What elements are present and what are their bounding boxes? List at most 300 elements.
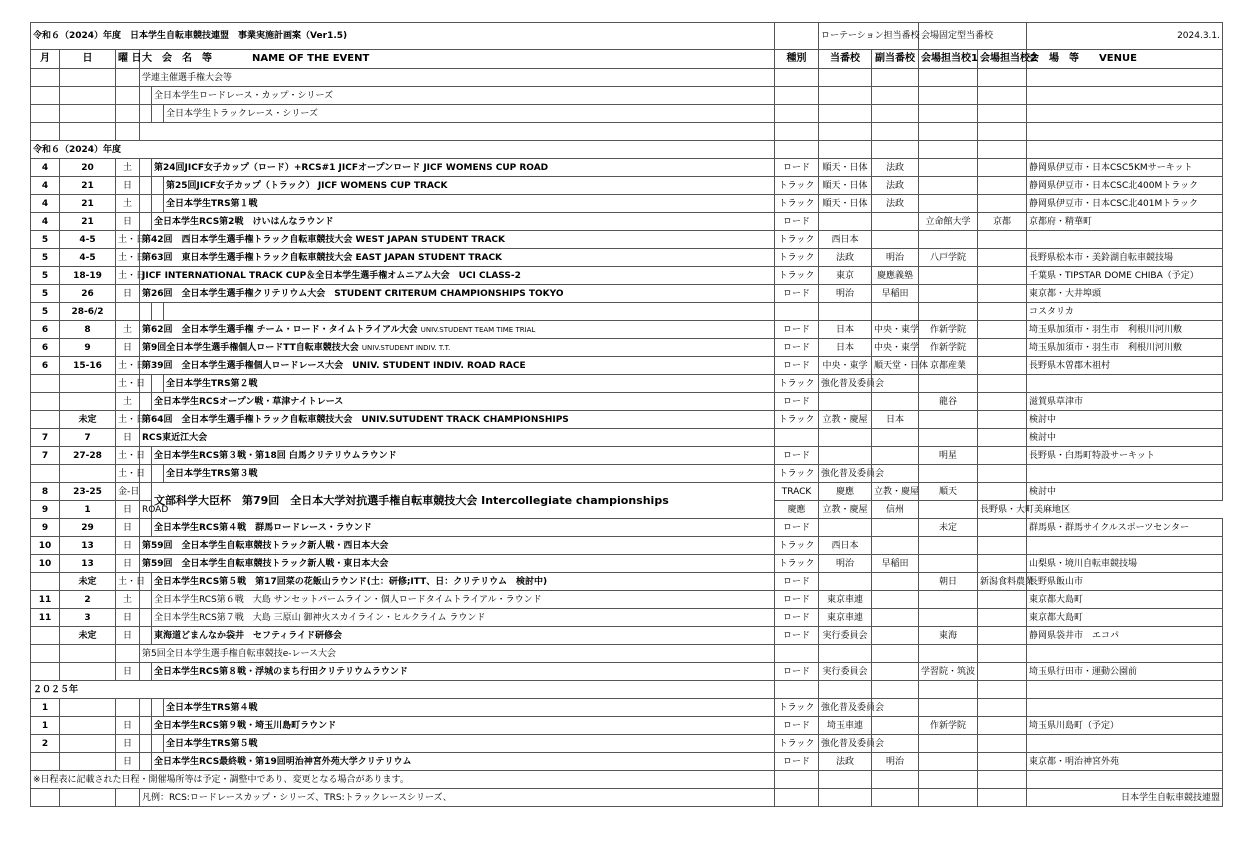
event-venue: 静岡県伊豆市・日本CSC北400Mトラック [1027, 177, 1223, 195]
event-day: 7 [60, 429, 116, 447]
event-name [152, 627, 775, 645]
event-name-text: 第9回全日本学生選手権個人ロードTT自転車競技大会 [142, 342, 359, 353]
event-venue-school2 [978, 357, 1027, 375]
indent-cell [140, 627, 152, 645]
indent-cell [140, 159, 152, 177]
event-row [31, 717, 1223, 735]
event-name-text: 全日本学生RCS第３戦・第18回 白馬クリテリウムラウンド [154, 450, 397, 461]
indent-cell [140, 753, 152, 771]
event-row [31, 447, 1223, 465]
event-type: トラック [775, 249, 819, 267]
event-day: 4-5 [60, 249, 116, 267]
event-name-text: 第5回全日本学生選手権自転車競技e-レース大会 [142, 648, 337, 659]
event-weekday: 日 [116, 285, 140, 303]
event-type: トラック [775, 267, 819, 285]
event-day: 未定 [60, 573, 116, 591]
event-vice-host: 明治 [872, 249, 919, 267]
event-host [819, 213, 872, 231]
event-venue-school1: 東海 [919, 627, 978, 645]
events-2025 [31, 699, 1223, 771]
event-row [31, 573, 1223, 591]
event-type [775, 429, 819, 447]
event-day: 2 [60, 591, 116, 609]
event-row [31, 645, 1223, 663]
event-name-text: 全日本学生RCS最終戦・第19回明治神宮外苑大学クリテリウム [154, 756, 412, 767]
event-name-text: 全日本学生TRS第１戦 [166, 198, 258, 209]
legend-row [31, 105, 1223, 123]
event-venue: 山梨県・境川自転車競技場 [1027, 555, 1223, 573]
event-weekday: 土・日 [116, 447, 140, 465]
indent-cell [152, 177, 164, 195]
event-name-english: UNIV.STUDENT INDIV. T.T. [361, 343, 451, 352]
event-host: 東京車連 [819, 591, 872, 609]
event-venue-school2: 京都 [978, 213, 1027, 231]
event-host [819, 303, 872, 321]
event-row [31, 231, 1223, 249]
event-weekday: 日 [116, 717, 140, 735]
event-vice-host [872, 429, 919, 447]
event-venue: 長野県木曽郡木祖村 [1027, 357, 1223, 375]
event-day: 13 [60, 555, 116, 573]
event-row [31, 303, 1223, 321]
event-venue-school1 [919, 591, 978, 609]
event-venue [1027, 465, 1223, 483]
event-name-text: RCS東近江大会 [142, 432, 208, 443]
event-venue-school1: 朝日 [919, 573, 978, 591]
event-day: 1 [60, 501, 116, 519]
event-vice-host: 法政 [872, 195, 919, 213]
event-vice-host: 中央・東学 [872, 339, 919, 357]
page-title: 令和６（2024）年度 日本学生自転車競技連盟 事業実施計画案（Ver1.5) [31, 23, 775, 50]
event-venue-school1 [919, 645, 978, 663]
event-type: トラック [775, 195, 819, 213]
event-host: 法政 [819, 753, 872, 771]
event-venue: 群馬県・群馬サイクルスポーツセンター [1027, 519, 1223, 537]
event-type [775, 645, 819, 663]
event-row [31, 519, 1223, 537]
event-venue-school2 [978, 699, 1027, 717]
event-vice-host: 早稲田 [872, 285, 919, 303]
event-day: 15-16 [60, 357, 116, 375]
event-weekday: 日 [116, 339, 140, 357]
indent-cell [140, 213, 152, 231]
event-weekday: 日 [116, 663, 140, 681]
event-type: ロード [775, 393, 819, 411]
event-row [31, 483, 1223, 501]
event-host: 明治 [819, 555, 872, 573]
event-venue-school2 [978, 375, 1027, 393]
event-type: ロード [775, 609, 819, 627]
event-weekday: 日 [116, 753, 140, 771]
event-month: 6 [31, 339, 60, 357]
event-weekday: 土 [116, 159, 140, 177]
event-venue-school2 [978, 429, 1027, 447]
event-name [140, 231, 775, 249]
event-vice-host [872, 627, 919, 645]
event-venue-school1 [919, 753, 978, 771]
event-weekday: 日 [116, 609, 140, 627]
event-day: 21 [60, 213, 116, 231]
event-host: 強化普及委員会 [819, 375, 872, 393]
event-type: ロード [775, 663, 819, 681]
event-type [775, 303, 819, 321]
event-weekday: 日 [116, 627, 140, 645]
indent-cell [140, 483, 152, 501]
event-venue-school2 [978, 177, 1027, 195]
event-name [164, 375, 775, 393]
event-month: 4 [31, 195, 60, 213]
event-row [31, 465, 1223, 483]
event-name-english: UNIV.STUDENT TEAM TIME TRIAL [420, 325, 536, 334]
event-day: 29 [60, 519, 116, 537]
event-month [31, 573, 60, 591]
event-venue-school2 [978, 195, 1027, 213]
event-venue: 京都府・精華町 [1027, 213, 1223, 231]
event-type: ロード [775, 321, 819, 339]
event-month: 1 [31, 699, 60, 717]
event-type: ロード [775, 591, 819, 609]
event-name [140, 249, 775, 267]
event-day: 9 [60, 339, 116, 357]
event-vice-host: 早稲田 [872, 555, 919, 573]
event-venue-school2 [978, 627, 1027, 645]
event-row [31, 195, 1223, 213]
event-day [60, 645, 116, 663]
event-weekday: 土 [116, 591, 140, 609]
event-month: 7 [31, 447, 60, 465]
event-weekday: 土 [116, 393, 140, 411]
event-venue-school2 [978, 285, 1027, 303]
event-name [152, 519, 775, 537]
event-venue-school1 [919, 285, 978, 303]
event-host: 日本 [819, 339, 872, 357]
indent-cell [152, 465, 164, 483]
event-weekday: 土・日 [116, 375, 140, 393]
event-venue-school2 [978, 663, 1027, 681]
event-venue: 検討中 [1027, 429, 1223, 447]
event-month [31, 645, 60, 663]
event-month [31, 465, 60, 483]
event-day: 4-5 [60, 231, 116, 249]
legend-level1: 学連主催選手権大会等 [140, 69, 775, 87]
event-venue-school1 [919, 609, 978, 627]
event-name [140, 555, 775, 573]
event-row [31, 321, 1223, 339]
indent-cell [152, 375, 164, 393]
event-venue-school2 [978, 483, 1027, 501]
event-venue-school2 [978, 393, 1027, 411]
event-venue-school2 [978, 609, 1027, 627]
event-venue-school2 [919, 501, 978, 519]
event-host: 西日本 [819, 537, 872, 555]
event-name-text: 全日本学生TRS第５戦 [166, 738, 258, 749]
event-venue: 長野県飯山市 [1027, 573, 1223, 591]
event-name-text: 第62回 全日本学生選手権 チーム・ロード・タイムトライアル大会 [142, 324, 418, 335]
event-day: 18-19 [60, 267, 116, 285]
event-month: 11 [31, 591, 60, 609]
event-name [140, 267, 775, 285]
event-row [31, 375, 1223, 393]
event-name [152, 663, 775, 681]
event-vice-host [872, 663, 919, 681]
event-venue-school1: 八戸学院 [919, 249, 978, 267]
event-month: 10 [31, 555, 60, 573]
event-row [31, 267, 1223, 285]
event-month: 9 [31, 501, 60, 519]
indent-cell [140, 177, 152, 195]
year-2025-heading: ２０２５年 [31, 681, 775, 699]
event-vice-host: 順天堂・日体 [872, 357, 919, 375]
event-name-text: 第59回 全日本学生自転車競技トラック新人戦・西日本大会 [142, 540, 389, 551]
event-row [31, 627, 1223, 645]
event-venue-school1 [919, 555, 978, 573]
event-host: 順天・日体 [819, 159, 872, 177]
event-name-text: 全日本学生RCS第８戦・浮城のまち行田クリテリウムラウンド [154, 666, 408, 677]
event-venue: 東京都・明治神宮外苑 [1027, 753, 1223, 771]
event-weekday [116, 645, 140, 663]
event-vice-host: 慶應義塾 [872, 267, 919, 285]
event-type: トラック [775, 411, 819, 429]
event-name [140, 411, 775, 429]
event-type: ロード [775, 357, 819, 375]
footnote: ※日程表に記載された日程・開催場所等は予定・調整中であり、変更となる場合があります。 [31, 771, 775, 789]
event-name-text: 第26回 全日本学生選手権クリテリウム大会 STUDENT CRITERUM CHAMPIONSHIPS TOKYO [142, 288, 564, 299]
event-venue: 埼玉県川島町（予定） [1027, 717, 1223, 735]
event-row [31, 159, 1223, 177]
event-name [140, 429, 775, 447]
event-venue-school1 [919, 735, 978, 753]
header-row [31, 50, 1223, 69]
event-host: 強化普及委員会 [819, 699, 872, 717]
event-venue: 長野県松本市・美鈴湖自転車競技場 [1027, 249, 1223, 267]
document-date: 2024.3.1. [1027, 23, 1223, 50]
event-month: 4 [31, 177, 60, 195]
event-day [60, 375, 116, 393]
event-venue-school1: 立命館大学 [919, 213, 978, 231]
event-host [819, 447, 872, 465]
event-day [60, 735, 116, 753]
event-month [31, 393, 60, 411]
event-name-text: 全日本学生RCS第９戦・埼玉川島町ラウンド [154, 720, 337, 731]
event-venue: 静岡県伊豆市・日本CSC5KMサーキット [1027, 159, 1223, 177]
event-type: ロード [775, 285, 819, 303]
event-weekday: 土・日 [116, 465, 140, 483]
event-venue-school2 [978, 555, 1027, 573]
event-month: 7 [31, 429, 60, 447]
event-vice-host: 立教・慶屋 [819, 501, 872, 519]
event-row [31, 429, 1223, 447]
schedule-table [30, 22, 1223, 807]
event-host: 実行委員会 [819, 663, 872, 681]
event-venue-school2 [978, 303, 1027, 321]
event-venue-school2 [978, 159, 1027, 177]
event-row [31, 177, 1223, 195]
event-venue-school2 [978, 267, 1027, 285]
event-name-text: 第42回 西日本学生選手権トラック自転車競技大会 WEST JAPAN STUDENT TRACK [142, 234, 505, 245]
event-name-text: 文部科学大臣杯 第79回 全日本大学対抗選手権自転車競技大会 Intercollegiate championships [154, 493, 669, 507]
event-name-text: 全日本学生RCSオープン戦・草津ナイトレース [154, 396, 344, 407]
event-weekday: 土・日 [116, 573, 140, 591]
event-weekday: 金-日 [116, 483, 140, 501]
event-month: 5 [31, 303, 60, 321]
event-name [140, 537, 775, 555]
event-day [60, 465, 116, 483]
indent-cell [140, 735, 152, 753]
year-row [31, 681, 1223, 699]
events-2024 [31, 159, 1223, 681]
event-weekday [116, 303, 140, 321]
event-month: 2 [31, 735, 60, 753]
event-vice-host [872, 447, 919, 465]
event-venue-school1: 順天 [919, 483, 978, 501]
event-row [31, 609, 1223, 627]
event-venue-school1 [919, 195, 978, 213]
event-venue-school2 [978, 321, 1027, 339]
event-weekday: 日 [116, 501, 140, 519]
indent-cell [140, 699, 152, 717]
event-venue-school1 [919, 411, 978, 429]
event-month: 6 [31, 321, 60, 339]
year-2024-heading: 令和６（2024）年度 [31, 141, 775, 159]
event-vice-host [872, 393, 919, 411]
event-venue: コスタリカ [1027, 303, 1223, 321]
event-vice-host [872, 213, 919, 231]
event-venue: 千葉県・TIPSTAR DOME CHIBA（予定） [1027, 267, 1223, 285]
event-month: 5 [31, 285, 60, 303]
event-day: 未定 [60, 411, 116, 429]
legend-level3: 全日本学生トラックレース・シリーズ [164, 105, 775, 123]
event-venue-school2 [978, 591, 1027, 609]
event-venue-school1: 作新学院 [919, 339, 978, 357]
event-month: 6 [31, 357, 60, 375]
event-weekday: 土・日 [116, 357, 140, 375]
event-host: 順天・日体 [819, 195, 872, 213]
event-name-text: 第24回JICF女子カップ（ロード）+RCS#1 JICFオープンロード JICF WOMENS CUP ROAD [154, 162, 549, 173]
event-month: 4 [31, 159, 60, 177]
event-vice-host: 中央・東学 [872, 321, 919, 339]
event-name [164, 699, 775, 717]
event-weekday: 日 [116, 735, 140, 753]
event-venue-school2 [978, 465, 1027, 483]
event-name-text: 全日本学生RCS第７戦 大島 三原山 御神火スカイライン・ヒルクライム ラウンド [154, 612, 486, 623]
event-host: 順天・日体 [819, 177, 872, 195]
event-month: 5 [31, 231, 60, 249]
event-type: ロード [775, 339, 819, 357]
event-day: 21 [60, 195, 116, 213]
event-name-text: 第59回 全日本学生自転車競技トラック新人戦・東日本大会 [142, 558, 389, 569]
event-row [31, 753, 1223, 771]
event-host: 法政 [819, 249, 872, 267]
event-name-text: 第64回 全日本学生選手権トラック自転車競技大会 UNIV.SUTUDENT TRACK CHAMPIONSHIPS [142, 414, 569, 425]
event-type: トラック [775, 537, 819, 555]
event-host [819, 429, 872, 447]
event-name [152, 591, 775, 609]
event-month: 8 [31, 483, 60, 501]
event-host: 東京車連 [819, 609, 872, 627]
event-name [152, 573, 775, 591]
event-venue-school1: 学習院・筑波 [919, 663, 978, 681]
fixed-host-label: 会場固定型当番校 [919, 23, 1027, 50]
event-venue: 長野県・大町美麻地区 [978, 501, 1027, 519]
event-venue-school2 [978, 249, 1027, 267]
event-type: トラック [775, 699, 819, 717]
event-type: ロード [775, 753, 819, 771]
event-vice-host [872, 645, 919, 663]
event-name-text: 全日本学生TRS第２戦 [166, 378, 258, 389]
event-vice-host [872, 519, 919, 537]
event-row [31, 339, 1223, 357]
event-host [819, 519, 872, 537]
event-name-text: 全日本学生TRS第４戦 [166, 702, 258, 713]
event-host: 日本 [819, 321, 872, 339]
indent-cell [140, 591, 152, 609]
title-row [31, 23, 1223, 50]
event-row [31, 285, 1223, 303]
event-day: 28-6/2 [60, 303, 116, 321]
event-type: ロード [775, 447, 819, 465]
indent-cell [152, 699, 164, 717]
event-day [60, 717, 116, 735]
event-name-text: 全日本学生RCS第５戦 第17回菜の花飯山ラウンド(土：研修;ITT、日：クリテリウム 検討中) [154, 576, 548, 587]
event-venue-school2 [978, 447, 1027, 465]
event-vice-host: 法政 [872, 159, 919, 177]
event-host: 東京 [819, 267, 872, 285]
event-venue-school1 [919, 159, 978, 177]
event-name-text: JICF INTERNATIONAL TRACK CUP＆全日本学生選手権オムニアム大会 UCI CLASS-2 [142, 270, 521, 281]
event-row [31, 555, 1223, 573]
event-venue-school2 [978, 735, 1027, 753]
event-day [60, 393, 116, 411]
event-venue-school1: 作新学院 [919, 321, 978, 339]
event-name [152, 213, 775, 231]
event-name [152, 159, 775, 177]
event-weekday: 日 [116, 537, 140, 555]
event-month [31, 663, 60, 681]
event-host: 強化普及委員会 [819, 465, 872, 483]
event-venue [1027, 699, 1223, 717]
event-month: 9 [31, 519, 60, 537]
event-venue-school2 [978, 411, 1027, 429]
event-name [152, 609, 775, 627]
col-event: 大 会 名 等 NAME OF THE EVENT [140, 50, 775, 69]
event-type: ロード [775, 519, 819, 537]
event-row [31, 663, 1223, 681]
event-name-text: 全日本学生RCS第４戦 群馬ロードレース・ラウンド [154, 522, 372, 533]
event-name [164, 195, 775, 213]
event-weekday: 土 [116, 321, 140, 339]
event-venue-school1 [919, 465, 978, 483]
event-month [31, 627, 60, 645]
legend-level2: 全日本学生ロードレース・カップ・シリーズ [152, 87, 775, 105]
event-type: TRACK [775, 483, 819, 501]
event-vice-host: 明治 [872, 753, 919, 771]
event-venue: 長野県・白馬町特設サーキット [1027, 447, 1223, 465]
indent-cell [152, 195, 164, 213]
event-host: 西日本 [819, 231, 872, 249]
event-name [152, 447, 775, 465]
event-venue-school2 [978, 519, 1027, 537]
event-venue-school1 [919, 375, 978, 393]
spacer-row [31, 123, 1223, 141]
event-host: 明治 [819, 285, 872, 303]
event-venue-school1 [919, 177, 978, 195]
event-name-text: 第63回 東日本学生選手権トラック自転車競技大会 EAST JAPAN STUDENT TRACK [142, 252, 503, 263]
event-row [31, 213, 1223, 231]
event-venue: 滋賀県草津市 [1027, 393, 1223, 411]
event-month: 4 [31, 213, 60, 231]
indent-cell [152, 735, 164, 753]
event-vice-host [872, 231, 919, 249]
